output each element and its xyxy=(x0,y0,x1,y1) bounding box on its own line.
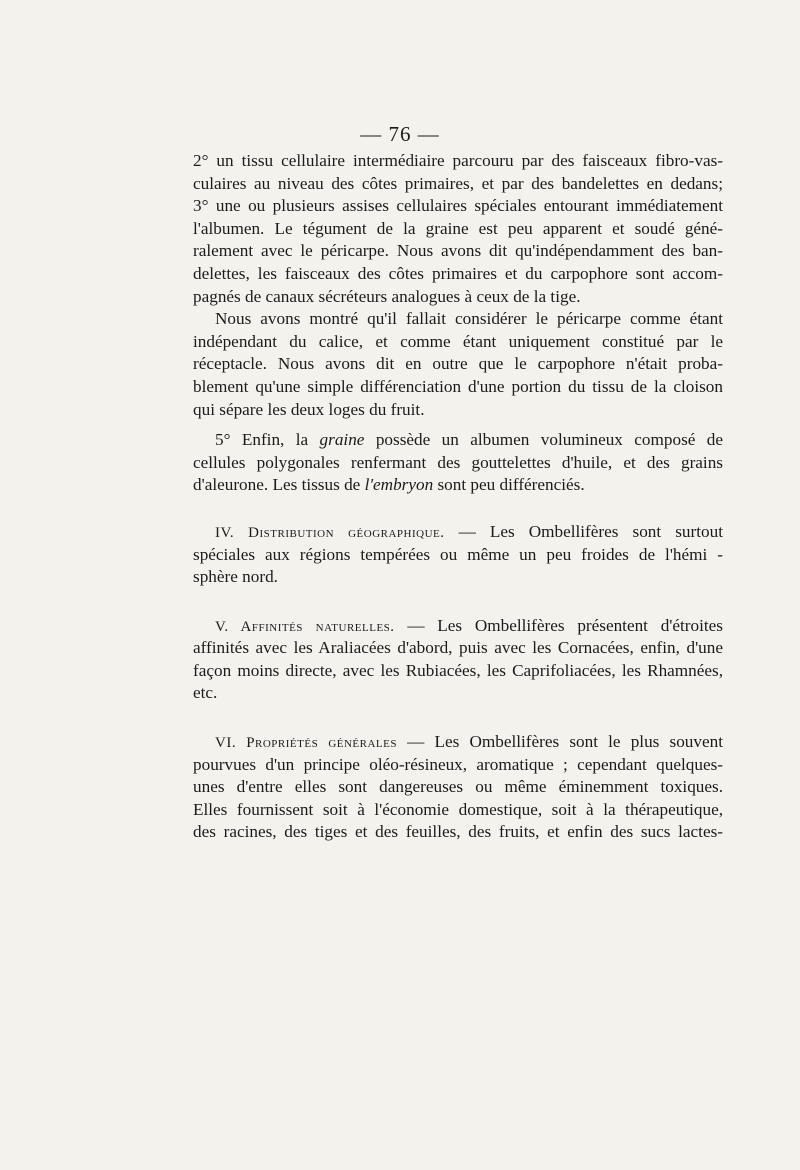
page-number: — 76 — xyxy=(360,122,440,146)
text-line: Elles fournissent soit à l'économie domestique, soit à la thérapeutique, xyxy=(193,799,723,819)
text-line: etc. xyxy=(193,683,218,703)
section-distribution xyxy=(193,521,723,589)
text-line: 3° une ou plusieurs assises cellulaires spéciales entourant immédiatement xyxy=(193,196,723,216)
text-line: façon moins directe, avec les Rubiacées, les Caprifoliacées, les Rhamnées, xyxy=(193,660,723,680)
section-heading: V. Affinités naturelles. xyxy=(215,618,395,635)
term-embryon: l'embryon xyxy=(364,475,434,495)
text-line: réceptacle. Nous avons dit en outre que le carpophore n'était proba- xyxy=(193,354,723,374)
term-graine: graine xyxy=(319,430,365,450)
text-line: unes d'entre elles sont dangereuses ou même éminemment toxiques. xyxy=(193,777,723,797)
paragraph-2 xyxy=(193,308,723,421)
paragraph-1 xyxy=(193,150,723,308)
section-affinites xyxy=(193,615,723,705)
text-line: d'aleurone. Les tissus de l'embryon sont peu différenciés. xyxy=(193,475,585,495)
text-line: ralement avec le péricarpe. Nous avons dit qu'indépendamment des ban- xyxy=(193,241,723,261)
text-line: l'albumen. Le tégument de la graine est peu apparent et soudé géné- xyxy=(193,218,723,238)
text-line: des racines, des tiges et des feuilles, des fruits, et enfin des sucs lactes- xyxy=(193,822,723,842)
text-line: cellules polygonales renfermant des gouttelettes d'huile, et des grains xyxy=(193,452,723,472)
text-line: spéciales aux régions tempérées ou même un peu froides de l'hémi - xyxy=(193,544,723,564)
paragraph-3 xyxy=(193,429,723,497)
text-line: affinités avec les Araliacées d'abord, puis avec les Cornacées, enfin, d'une xyxy=(193,638,723,658)
page-body xyxy=(193,150,723,844)
text-line: sphère nord. xyxy=(193,567,278,587)
text-line: V. Affinités naturelles. — Les Ombellifères présentent d'étroites xyxy=(215,615,723,635)
text-line: blement qu'une simple différenciation d'une portion du tissu de la cloison xyxy=(193,376,723,396)
text-line: delettes, les faisceaux des côtes primaires et du carpophore sont accom- xyxy=(193,263,723,283)
text-line: pagnés de canaux sécréteurs analogues à ceux de la tige. xyxy=(193,286,581,306)
text-line: pourvues d'un principe oléo-résineux, aromatique ; cependant quelques- xyxy=(193,754,723,774)
text-line: 5° Enfin, la graine possède un albumen volumineux composé de xyxy=(215,430,723,450)
text-line: VI. Propriétés générales — Les Ombellifères sont le plus souvent xyxy=(215,732,723,752)
text-line: indépendant du calice, et comme étant uniquement constitué par le xyxy=(193,331,723,351)
section-proprietes xyxy=(193,731,723,844)
text-line: qui sépare les deux loges du fruit. xyxy=(193,399,425,419)
section-heading: VI. Propriétés générales xyxy=(215,735,397,752)
text-line: Nous avons montré qu'il fallait considérer le péricarpe comme étant xyxy=(215,309,723,329)
section-heading: IV. Distribution géographique. xyxy=(215,524,445,541)
text-line: IV. Distribution géographique. — Les Ombellifères sont surtout xyxy=(215,521,723,541)
text-line: 2° un tissu cellulaire intermédiaire parcouru par des faisceaux fibro-vas- xyxy=(193,151,723,170)
text-line: culaires au niveau des côtes primaires, et par des bandelettes en dedans; xyxy=(193,173,723,193)
